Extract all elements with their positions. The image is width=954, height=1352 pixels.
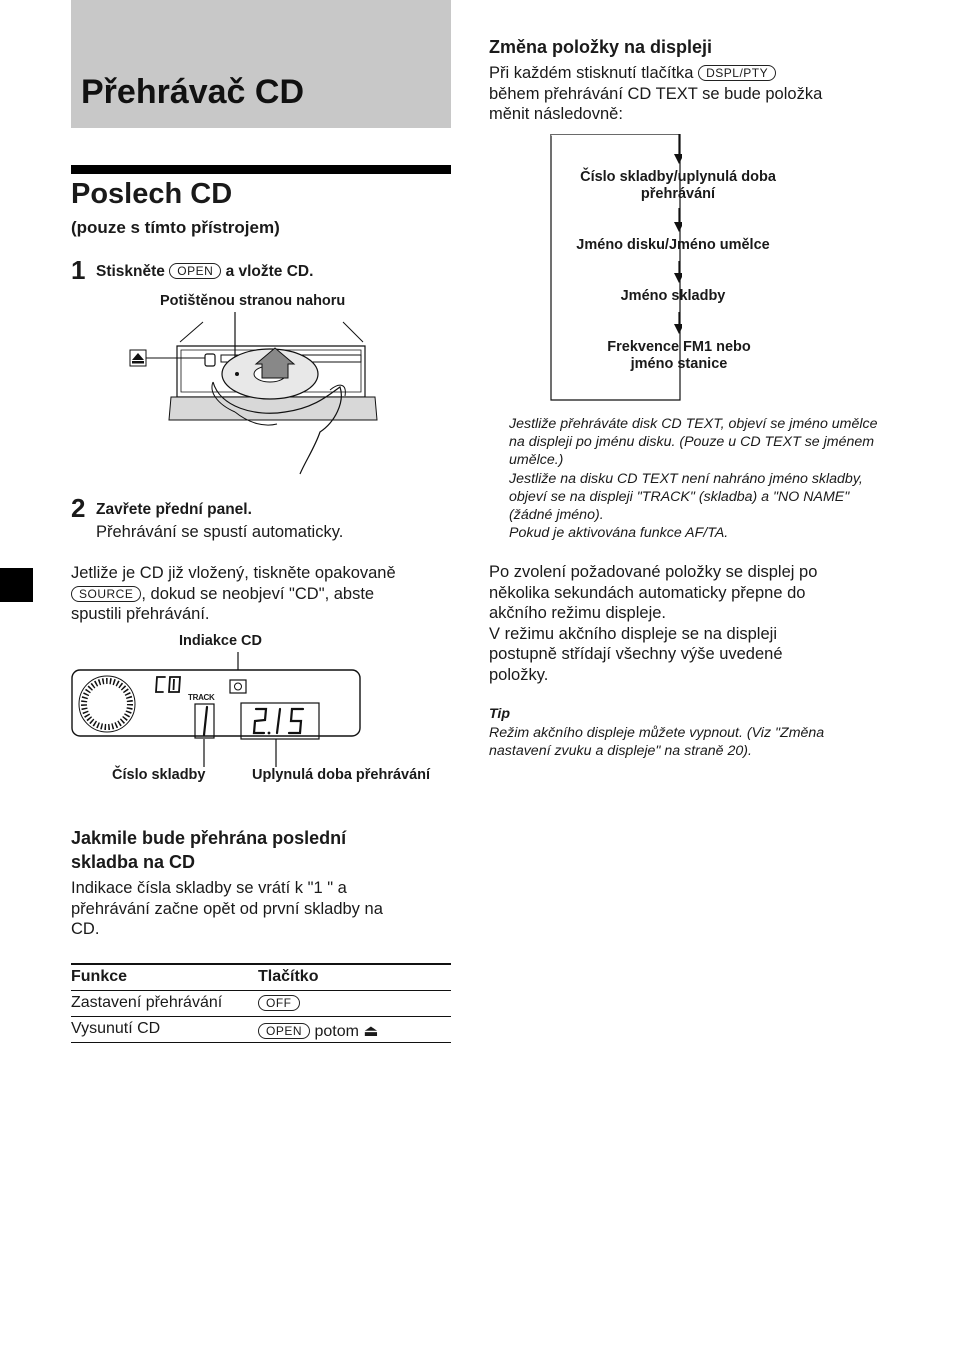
source-button: SOURCE — [71, 586, 141, 602]
paragraph1-line3: spustili přehrávání. — [71, 605, 210, 623]
right-intro-line2: během přehrávání CD TEXT se bude položka — [489, 84, 823, 103]
table-cell-button — [258, 1021, 379, 1041]
flow-notes — [509, 415, 879, 542]
printed-side-callout: Potištěnou stranou nahoru — [160, 293, 346, 309]
right-heading: Změna položky na displeji — [489, 37, 713, 57]
flow-item: Jméno skladby — [620, 288, 726, 304]
paragraph-line: V režimu akčního displeje se na displeji — [489, 624, 777, 643]
chapter-header — [71, 0, 451, 128]
flow-item: Jméno disku/Jméno umělce — [576, 237, 770, 253]
paragraph1-line2-text: , dokud se neobjeví "CD", abste — [141, 584, 375, 603]
paragraph-line: postupně střídají všechny výše uvedené — [489, 645, 783, 663]
section-rule — [71, 165, 451, 174]
right-intro-line3: měnit následovně: — [489, 105, 623, 123]
table-cell-button — [258, 995, 300, 1013]
step2-number: 2 — [71, 493, 86, 523]
off-button: OFF — [258, 995, 300, 1011]
paragraph-line: několika sekundách automaticky přepne do — [489, 583, 806, 602]
step1-text — [96, 263, 313, 281]
track-label: TRACK — [188, 693, 215, 702]
action-display-paragraph — [489, 562, 879, 685]
table-header-row — [71, 963, 451, 991]
right-intro-text: Při každém stisknutí tlačítka — [489, 64, 694, 82]
last-track-heading-line1: Jakmile bude přehrána poslední — [71, 828, 347, 848]
dspl-pty-button: DSPL/PTY — [698, 65, 776, 81]
last-track-text — [71, 878, 451, 940]
open-button: OPEN — [258, 1023, 310, 1039]
flow-item: Číslo skladby/uplynulá doba přehrávání — [580, 169, 776, 202]
table-row — [71, 1017, 451, 1043]
table-cell-function: Vysunutí CD — [71, 1020, 161, 1037]
paragraph-line: akčního režimu displeje. — [489, 604, 667, 622]
last-track-line3: CD. — [71, 920, 100, 938]
chapter-title: Přehrávač CD — [81, 73, 305, 111]
paragraph1-line1: Jetliže je CD již vložený, tiskněte opakovaně — [71, 564, 396, 582]
step1-text-after: a vložte CD. — [225, 263, 314, 280]
section-title: Poslech CD — [71, 178, 233, 210]
right-intro — [489, 63, 879, 125]
step2-text: Přehrávání se spustí automaticky. — [96, 523, 344, 541]
page-edge-tab — [0, 568, 33, 602]
elapsed-time-callout: Uplynulá doba přehrávání — [252, 767, 431, 783]
step1-number: 1 — [71, 255, 86, 285]
display-illustration — [70, 650, 370, 770]
last-track-heading — [71, 826, 346, 874]
table-header-function: Funkce — [71, 968, 128, 985]
flow-item: Frekvence FM1 nebo jméno stanice — [607, 339, 751, 372]
last-track-heading-line2: skladba na CD — [71, 852, 196, 872]
table-cell-function: Zastavení přehrávání — [71, 994, 223, 1011]
track-number-callout: Číslo skladby — [112, 767, 206, 783]
paragraph-line: Po zvolení požadované položky se displej po — [489, 563, 818, 581]
open-button: OPEN — [169, 263, 221, 279]
right-intro-line1 — [489, 63, 879, 84]
eject-suffix: potom ⏏ — [314, 1023, 379, 1040]
section-subtitle: (pouze s tímto přístrojem) — [71, 218, 280, 237]
paragraph-repeat-source — [71, 563, 451, 625]
tip-text: Režim akčního displeje můžete vypnout. (Viz "Změna nastavení zvuku a displeje" na straně 20). — [489, 725, 825, 760]
paragraph-line: položky. — [489, 665, 549, 684]
last-track-line1: Indikace čísla skladby se vrátí k "1 " a — [71, 879, 347, 897]
tip-label: Tip — [489, 706, 511, 722]
step1-text-before: Stiskněte — [96, 263, 165, 280]
note-item: Jestliže na disku CD TEXT není nahráno jméno skladby, objeví se na displeji "TRACK" (skladba) a "NO NAME" (žádné jméno). — [509, 470, 863, 524]
cd-insert-illustration — [125, 312, 385, 477]
note-item: Pokud je aktivována funkce AF/TA. — [509, 525, 729, 542]
table-header-button: Tlačítko — [258, 968, 319, 985]
cd-indicator-callout: Indiakce CD — [179, 633, 262, 649]
note-item: Jestliže přehráváte disk CD TEXT, objeví se jméno umělce na displeji po jménu disku. (Pouze u CD TEXT se jménem umělce.) — [509, 416, 878, 469]
table-row — [71, 991, 451, 1017]
step2-title: Zavřete přední panel. — [96, 501, 252, 518]
last-track-line2: přehrávání začne opět od první skladby na — [71, 899, 383, 918]
function-table — [71, 963, 451, 1043]
paragraph1-line2 — [71, 584, 451, 605]
